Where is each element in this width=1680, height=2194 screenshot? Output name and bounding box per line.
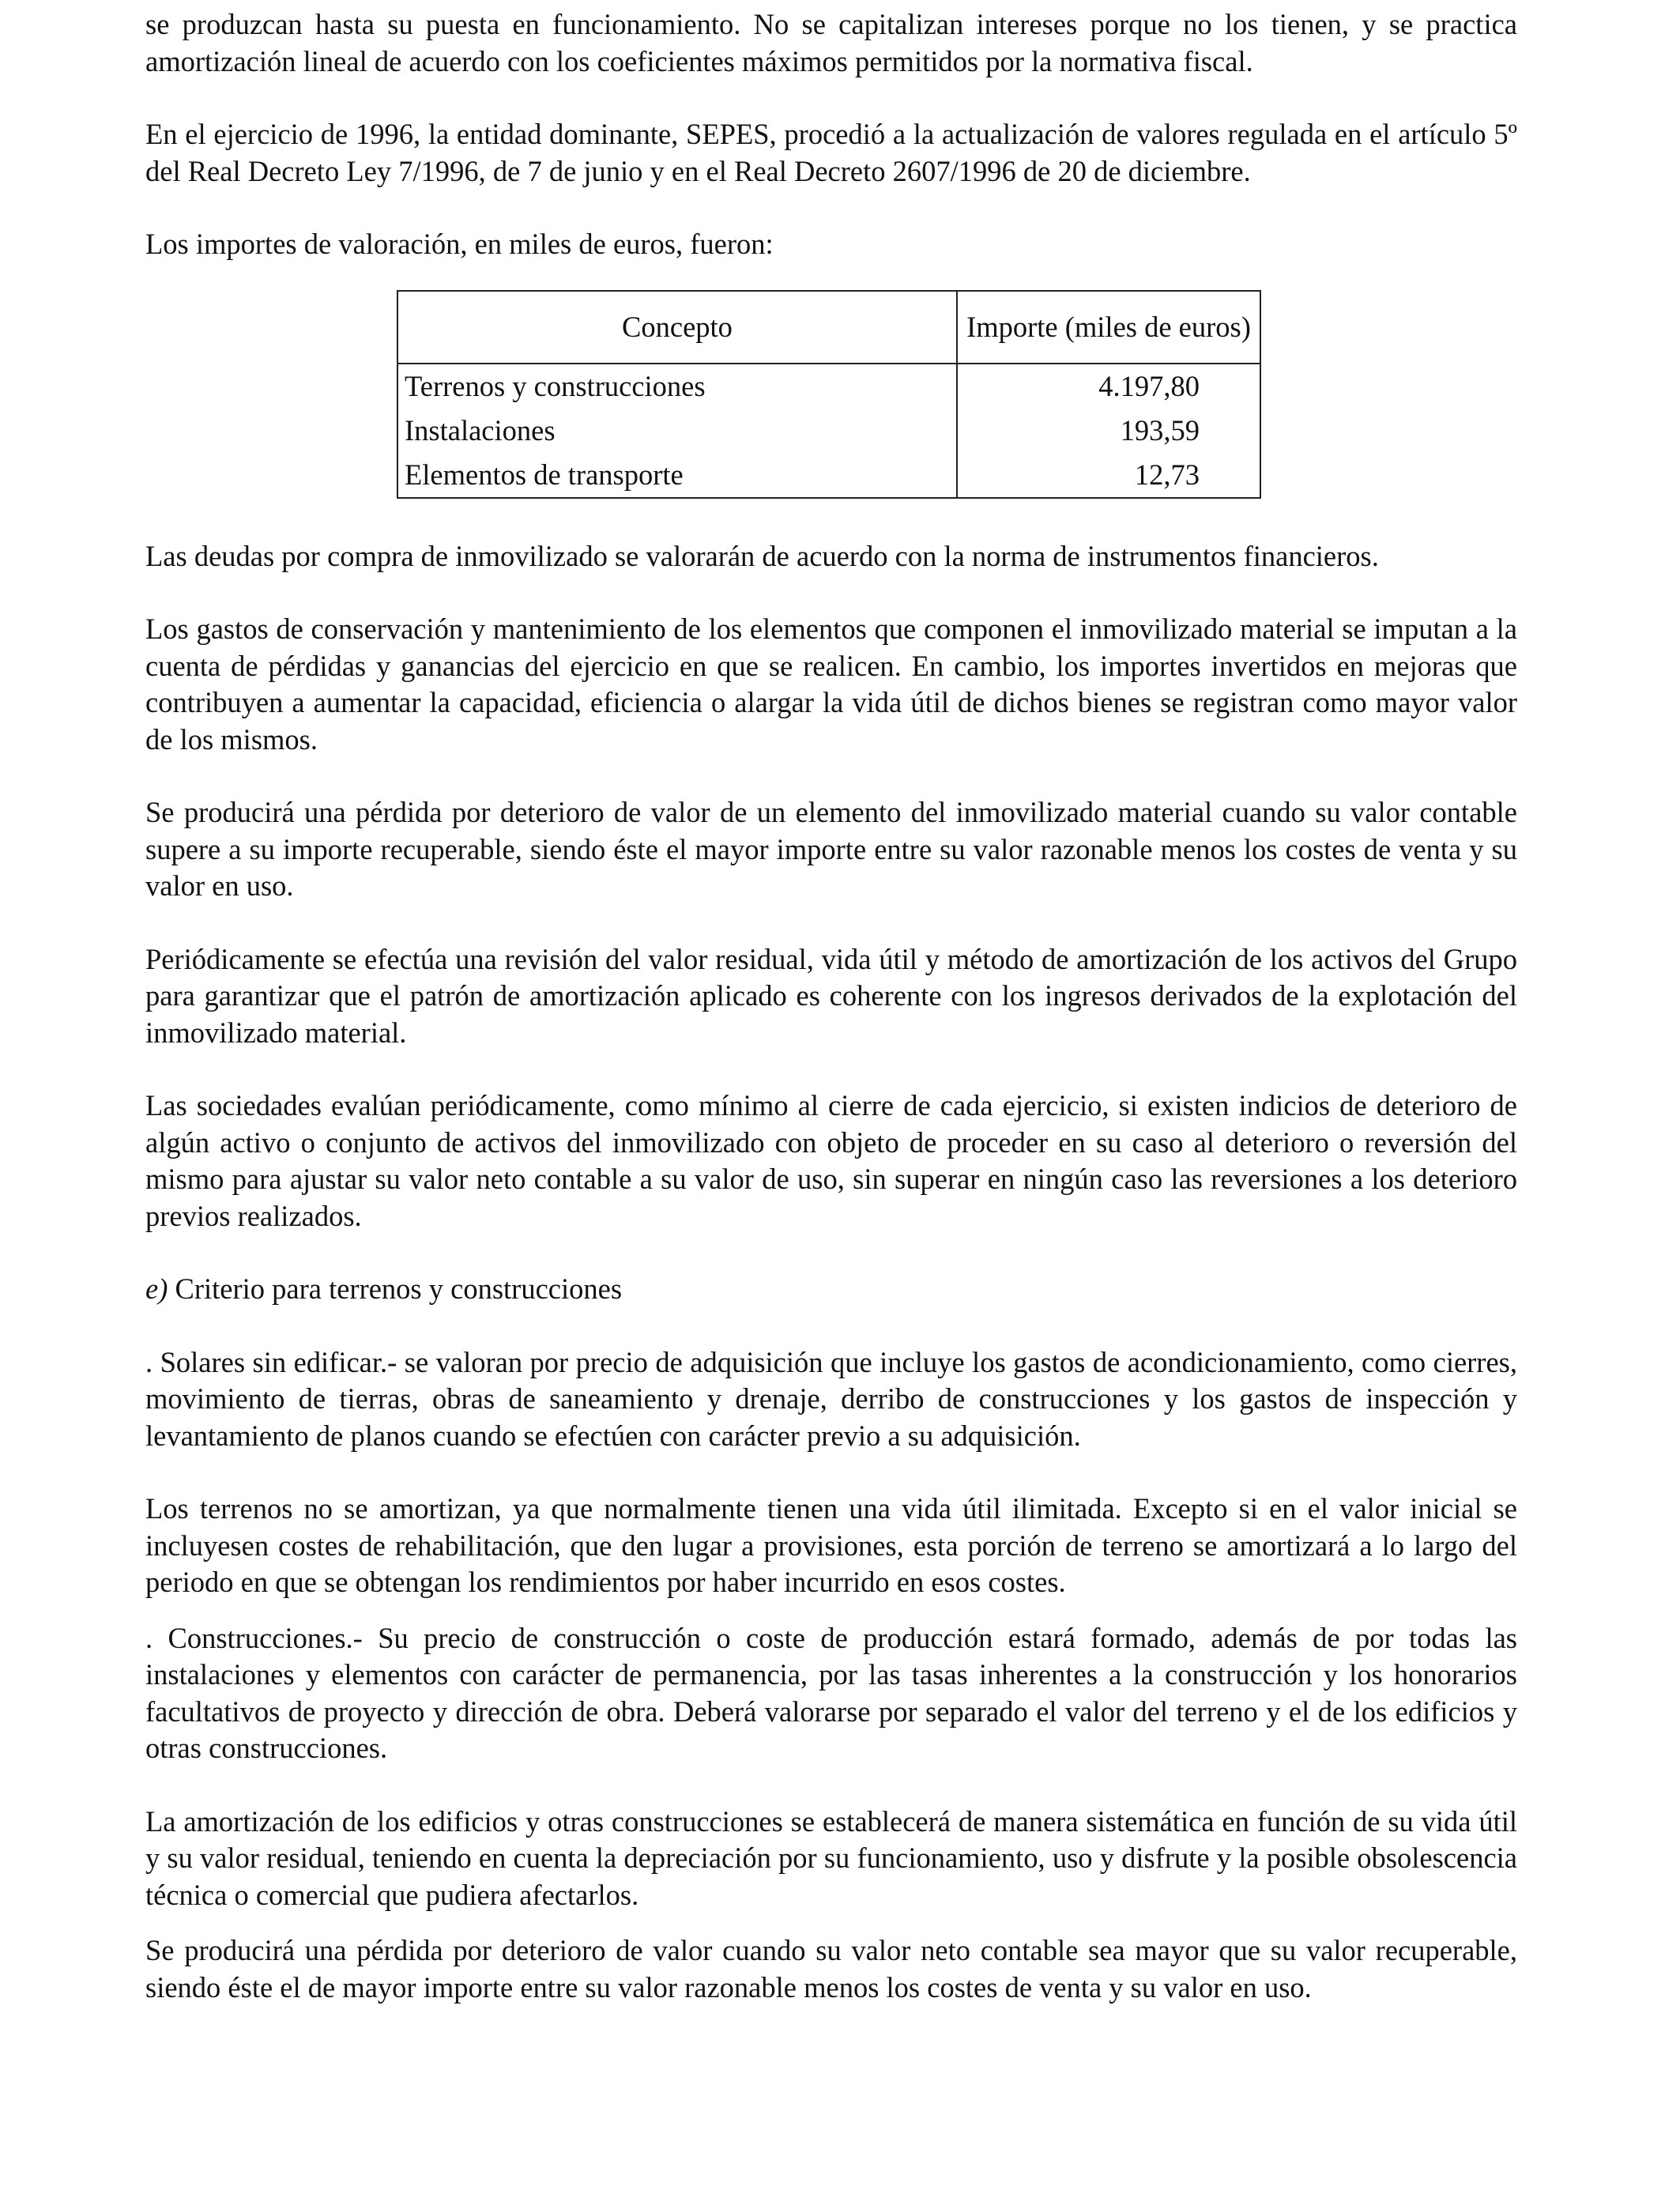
cell-importe: 193,59 — [957, 409, 1260, 453]
section-letter: e) — [145, 1272, 168, 1305]
table-header-row — [397, 291, 1260, 364]
paragraph-buildings-amortization: La amortización de los edificios y otras construcciones se establecerá de manera sistemática en función de su vida útil y su valor residual, teniendo en cuenta la depreciación por su funcionamiento, uso y disfrute y la posible obsolescencia técnica o comercial que pudiera afectarlos. — [145, 1804, 1517, 1911]
table-row — [397, 364, 1260, 409]
paragraph-constructions: . Construcciones.- Su precio de construcción o coste de producción estará formado, además de por todas las instalaciones y elementos con carácter de permanencia, por las tasas inherentes a la construcción y los honorarios facultativos de proyecto y dirección de obra. Deberá valorarse por separado el valor del terreno y el de los edificios y otras construcciones. — [145, 1621, 1517, 1764]
paragraph-revaluation-1996: En el ejercicio de 1996, la entidad dominante, SEPES, procedió a la actualización de valores regulada en el artículo 5º del Real Decreto Ley 7/1996, de 7 de junio y en el Real Decreto 2607/1996 de 20 de diciembre. — [145, 118, 1517, 187]
header-concepto: Concepto — [397, 291, 957, 364]
valuation-table-wrapper — [397, 290, 1261, 499]
cell-concepto: Instalaciones — [397, 409, 957, 453]
paragraph-buildings-impairment: Se producirá una pérdida por deterioro de valor cuando su valor neto contable sea mayor que su valor recuperable, siendo éste el de mayor importe entre su valor razonable menos los costes de venta y su valor en uso. — [145, 1934, 1517, 2004]
cell-importe: 12,73 — [957, 453, 1260, 498]
paragraph-impairment-loss: Se producirá una pérdida por deterioro de valor de un elemento del inmovilizado material cuando su valor contable supere a su importe recuperable, siendo éste el mayor importe entre su valor razonable menos los costes de venta y su valor en uso. — [145, 796, 1517, 902]
paragraph-valuation-intro: Los importes de valoración, en miles de euros, fueron: — [145, 228, 774, 260]
header-importe: Importe (miles de euros) — [957, 291, 1260, 364]
paragraph-debts: Las deudas por compra de inmovilizado se valorarán de acuerdo con la norma de instrumentos financieros. — [145, 539, 1379, 572]
paragraph-land-not-amortized: Los terrenos no se amortizan, ya que normalmente tienen una vida útil ilimitada. Excepto si en el valor inicial se incluyesen costes de rehabilitación, que den lugar a provisiones, esta porción de terreno se amortizará a lo largo del periodo en que se obtengan los rendimientos por haber incurrido en esos costes. — [145, 1492, 1517, 1598]
cell-concepto: Terrenos y construcciones — [397, 364, 957, 409]
paragraph-periodic-review: Periódicamente se efectúa una revisión del valor residual, vida útil y método de amortización de los activos del Grupo para garantizar que el patrón de amortización aplicado es coherente con los ingresos derivados de la explotación del inmovilizado material. — [145, 942, 1517, 1049]
document-page — [145, 6, 1517, 2006]
valuation-table — [397, 290, 1261, 499]
paragraph-impairment-evaluation: Las sociedades evalúan periódicamente, como mínimo al cierre de cada ejercicio, si existen indicios de deterioro de algún activo o conjunto de activos del inmovilizado con objeto de proceder en su caso al deterioro o reversión del mismo para ajustar su valor neto contable a su valor de uso, sin superar en ningún caso las reversiones a los deterioro previos realizados. — [145, 1089, 1517, 1232]
table-row — [397, 453, 1260, 498]
section-heading — [145, 1271, 1517, 1308]
table-row — [397, 409, 1260, 453]
paragraph-undeveloped-land: . Solares sin edificar.- se valoran por precio de adquisición que incluye los gastos de acondicionamiento, como cierres, movimiento de tierras, obras de saneamiento y drenaje, derribo de construcciones y los gastos de inspección y levantamiento de planos cuando se efectúen con carácter previo a su adquisición. — [145, 1345, 1517, 1452]
cell-concepto: Elementos de transporte — [397, 453, 957, 498]
paragraph-maintenance-costs: Los gastos de conservación y mantenimiento de los elementos que componen el inmovilizado material se imputan a la cuenta de pérdidas y ganancias del ejercicio en que se realicen. En cambio, los importes invertidos en mejoras que contribuyen a aumentar la capacidad, eficiencia o alargar la vida útil de dichos bienes se registran como mayor valor de los mismos. — [145, 613, 1517, 756]
section-title: Criterio para terrenos y construcciones — [175, 1272, 623, 1305]
paragraph-depreciation-policy: se produzcan hasta su puesta en funcionamiento. No se capitalizan intereses porque no los tienen, y se practica amortización lineal de acuerdo con los coeficientes máximos permitidos por la normativa fiscal. — [145, 8, 1517, 77]
cell-importe: 4.197,80 — [957, 364, 1260, 409]
